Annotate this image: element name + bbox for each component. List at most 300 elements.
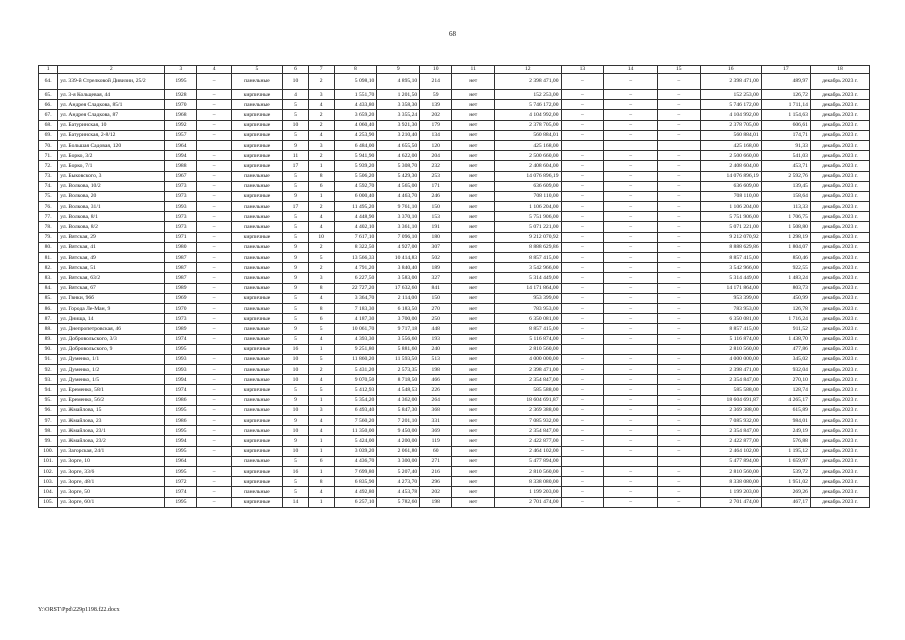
deadline-cell: декабрь 2023 г. bbox=[810, 395, 869, 405]
floors-cell: 10 bbox=[283, 120, 309, 130]
address-cell: ул. Зорге, 10 bbox=[58, 456, 165, 466]
living-area-cell: 6 183,50 bbox=[377, 303, 420, 313]
table-row bbox=[39, 222, 870, 232]
living-area-cell: 4 453,78 bbox=[377, 487, 420, 497]
address-cell: ул. Думенко, 1/2 bbox=[58, 365, 165, 375]
entrances-cell: 10 bbox=[308, 232, 334, 242]
entrances-cell: 1 bbox=[308, 344, 334, 354]
year-built-cell: 1995 bbox=[165, 497, 197, 507]
col-4-cell: – bbox=[197, 487, 231, 497]
total-area-cell: 11 350,00 bbox=[334, 426, 377, 436]
col-13-cell: – bbox=[561, 365, 604, 375]
year-built-cell: 1974 bbox=[165, 385, 197, 395]
row-number-cell: 71. bbox=[39, 151, 58, 161]
table-row bbox=[39, 385, 870, 395]
col-11-cell: нет bbox=[452, 140, 495, 150]
deadline-cell: декабрь 2023 г. bbox=[810, 456, 869, 466]
row-number-cell: 70. bbox=[39, 140, 58, 150]
row-number-cell: 74. bbox=[39, 181, 58, 191]
address-cell: ул. Андрея Сладкова, 87 bbox=[58, 110, 165, 120]
address-cell: ул. Вятская, 63/2 bbox=[58, 273, 165, 283]
col-15-cell: – bbox=[657, 151, 700, 161]
row-number-cell: 87. bbox=[39, 314, 58, 324]
col-14-cell: – bbox=[604, 375, 658, 385]
header-cell: 18 bbox=[810, 66, 869, 74]
cost-per-sqm-cell: 606,61 bbox=[761, 120, 810, 130]
table-row bbox=[39, 171, 870, 181]
residents-cell: 240 bbox=[420, 344, 452, 354]
address-cell: ул. Борко, 7/1 bbox=[58, 161, 165, 171]
floors-cell: 5 bbox=[283, 222, 309, 232]
address-cell: ул. Днища, 14 bbox=[58, 314, 165, 324]
residents-cell: 204 bbox=[420, 151, 452, 161]
col-11-cell: нет bbox=[452, 385, 495, 395]
living-area-cell: 2 114,00 bbox=[377, 293, 420, 303]
col-4-cell bbox=[197, 344, 231, 354]
total-area-cell: 4 592,70 bbox=[334, 181, 377, 191]
residents-cell: 270 bbox=[420, 303, 452, 313]
col-14-cell: – bbox=[604, 110, 658, 120]
cost-cell: 8 888 629,86 bbox=[495, 242, 561, 252]
table-row bbox=[39, 191, 870, 201]
year-built-cell: 1969 bbox=[165, 293, 197, 303]
wall-material-cell: панельные bbox=[231, 171, 282, 181]
col-11-cell: нет bbox=[452, 324, 495, 334]
cost-per-sqm-cell: 269,26 bbox=[761, 487, 810, 497]
floors-cell: 5 bbox=[283, 303, 309, 313]
year-built-cell: 1993 bbox=[165, 202, 197, 212]
cost-per-sqm-cell: 158,64 bbox=[761, 191, 810, 201]
cost-per-sqm-cell: 270,10 bbox=[761, 375, 810, 385]
living-area-cell: 4 273,70 bbox=[377, 477, 420, 487]
col-11-cell: нет bbox=[452, 365, 495, 375]
table-row bbox=[39, 375, 870, 385]
wall-material-cell: кирпичные bbox=[231, 416, 282, 426]
col-14-cell: – bbox=[604, 303, 658, 313]
entrances-cell: 4 bbox=[308, 100, 334, 110]
col-4-cell: – bbox=[197, 436, 231, 446]
row-number-cell: 80. bbox=[39, 242, 58, 252]
table-row bbox=[39, 293, 870, 303]
col-13-cell: – bbox=[561, 324, 604, 334]
cost-cell: 9 212 070,92 bbox=[495, 232, 561, 242]
col-4-cell: – bbox=[197, 171, 231, 181]
col-4-cell: – bbox=[197, 161, 231, 171]
wall-material-cell: кирпичные bbox=[231, 130, 282, 140]
total-area-cell: 3 659,20 bbox=[334, 110, 377, 120]
wall-material-cell: кирпичные bbox=[231, 90, 282, 100]
total-area-cell: 4 393,30 bbox=[334, 334, 377, 344]
col-14-cell: – bbox=[604, 385, 658, 395]
living-area-cell: 3 370,10 bbox=[377, 212, 420, 222]
deadline-cell: декабрь 2023 г. bbox=[810, 171, 869, 181]
living-area-cell: 3 355,24 bbox=[377, 110, 420, 120]
year-built-cell: 1994 bbox=[165, 151, 197, 161]
year-built-cell: 1995 bbox=[165, 426, 197, 436]
col-13-cell: – bbox=[561, 253, 604, 263]
total-cost-cell: 425 168,00 bbox=[700, 140, 761, 150]
cost-cell: 2 354 847,00 bbox=[495, 426, 561, 436]
address-cell: ул. Зорге, 50 bbox=[58, 487, 165, 497]
entrances-cell: 4 bbox=[308, 293, 334, 303]
header-row bbox=[39, 66, 870, 74]
cost-per-sqm-cell: 803,73 bbox=[761, 283, 810, 293]
floors-cell: 9 bbox=[283, 283, 309, 293]
floors-cell: 17 bbox=[283, 202, 309, 212]
header-cell: 14 bbox=[604, 66, 658, 74]
col-13-cell: – bbox=[561, 263, 604, 273]
year-built-cell: 1973 bbox=[165, 314, 197, 324]
residents-cell: 150 bbox=[420, 202, 452, 212]
residents-cell: 202 bbox=[420, 110, 452, 120]
col-14-cell: – bbox=[604, 446, 658, 456]
entrances-cell: 4 bbox=[308, 426, 334, 436]
total-area-cell: 6 493,40 bbox=[334, 405, 377, 415]
living-area-cell: 3 361,10 bbox=[377, 222, 420, 232]
wall-material-cell: панельные bbox=[231, 283, 282, 293]
address-cell: ул. 339-й Стрелковой Дивизии, 25/2 bbox=[58, 74, 165, 90]
col-11-cell: нет bbox=[452, 212, 495, 222]
total-cost-cell: 2 500 660,00 bbox=[700, 151, 761, 161]
total-area-cell: 4 253,90 bbox=[334, 130, 377, 140]
residents-cell: 327 bbox=[420, 273, 452, 283]
col-11-cell: нет bbox=[452, 120, 495, 130]
total-cost-cell: 6 350 081,00 bbox=[700, 314, 761, 324]
address-cell: ул. Вятская, 41 bbox=[58, 242, 165, 252]
wall-material-cell: кирпичные bbox=[231, 385, 282, 395]
col-14-cell: – bbox=[604, 202, 658, 212]
year-built-cell: 1974 bbox=[165, 334, 197, 344]
col-14-cell: – bbox=[604, 120, 658, 130]
row-number-cell: 79. bbox=[39, 232, 58, 242]
row-number-cell: 96. bbox=[39, 405, 58, 415]
table-row bbox=[39, 487, 870, 497]
living-area-cell: 8 718,50 bbox=[377, 375, 420, 385]
col-11-cell: нет bbox=[452, 395, 495, 405]
cost-cell: 5 477 894,00 bbox=[495, 456, 561, 466]
col-13-cell: – bbox=[561, 181, 604, 191]
table-row bbox=[39, 466, 870, 476]
floors-cell: 16 bbox=[283, 344, 309, 354]
col-15-cell: – bbox=[657, 212, 700, 222]
col-14-cell: – bbox=[604, 253, 658, 263]
total-area-cell: 7 699,80 bbox=[334, 466, 377, 476]
entrances-cell: 3 bbox=[308, 140, 334, 150]
residents-cell: 513 bbox=[420, 354, 452, 364]
cost-per-sqm-cell: 450,99 bbox=[761, 293, 810, 303]
total-area-cell: 4 791,20 bbox=[334, 263, 377, 273]
address-cell: ул. Вятская, 29 bbox=[58, 232, 165, 242]
wall-material-cell: панельные bbox=[231, 303, 282, 313]
address-cell: ул. Загорская, 24/1 bbox=[58, 446, 165, 456]
col-14-cell: – bbox=[604, 130, 658, 140]
residents-cell: 226 bbox=[420, 385, 452, 395]
col-4-cell: – bbox=[197, 151, 231, 161]
col-4-cell: – bbox=[197, 232, 231, 242]
total-area-cell: 9 251,80 bbox=[334, 344, 377, 354]
address-cell: ул. Вятская, 51 bbox=[58, 263, 165, 273]
entrances-cell: 1 bbox=[308, 191, 334, 201]
wall-material-cell: кирпичные bbox=[231, 110, 282, 120]
row-number-cell: 73. bbox=[39, 171, 58, 181]
total-area-cell: 5 354,20 bbox=[334, 395, 377, 405]
col-14-cell: – bbox=[604, 283, 658, 293]
wall-material-cell: кирпичные bbox=[231, 151, 282, 161]
entrances-cell: 6 bbox=[308, 456, 334, 466]
total-cost-cell: 5 746 172,00 bbox=[700, 100, 761, 110]
header-cell: 15 bbox=[657, 66, 700, 74]
cost-cell: 2 500 660,00 bbox=[495, 151, 561, 161]
col-11-cell: нет bbox=[452, 487, 495, 497]
year-built-cell: 1964 bbox=[165, 140, 197, 150]
row-number-cell: 75. bbox=[39, 191, 58, 201]
address-cell: ул. Вятская, 67 bbox=[58, 283, 165, 293]
floors-cell: 9 bbox=[283, 253, 309, 263]
deadline-cell: декабрь 2023 г. bbox=[810, 405, 869, 415]
col-13-cell: – bbox=[561, 385, 604, 395]
residents-cell: 331 bbox=[420, 416, 452, 426]
col-15-cell: – bbox=[657, 385, 700, 395]
deadline-cell: декабрь 2023 г. bbox=[810, 130, 869, 140]
total-area-cell: 4 060,40 bbox=[334, 120, 377, 130]
col-11-cell: нет bbox=[452, 405, 495, 415]
deadline-cell: декабрь 2023 г. bbox=[810, 120, 869, 130]
col-13-cell: – bbox=[561, 375, 604, 385]
total-cost-cell: 8 338 080,00 bbox=[700, 477, 761, 487]
floors-cell: 5 bbox=[283, 212, 309, 222]
entrances-cell: 4 bbox=[308, 375, 334, 385]
cost-cell: 560 884,01 bbox=[495, 130, 561, 140]
cost-cell: 2 398 471,00 bbox=[495, 365, 561, 375]
table-row bbox=[39, 140, 870, 150]
total-area-cell: 4 402,10 bbox=[334, 222, 377, 232]
table-row bbox=[39, 90, 870, 100]
deadline-cell: декабрь 2023 г. bbox=[810, 242, 869, 252]
col-4-cell: – bbox=[197, 365, 231, 375]
col-14-cell bbox=[604, 344, 658, 354]
col-14-cell: – bbox=[604, 477, 658, 487]
deadline-cell: декабрь 2023 г. bbox=[810, 477, 869, 487]
table-row bbox=[39, 436, 870, 446]
living-area-cell: 3 300,00 bbox=[377, 456, 420, 466]
wall-material-cell: панельные bbox=[231, 405, 282, 415]
total-cost-cell: 7 085 932,00 bbox=[700, 416, 761, 426]
cost-cell: 585 588,00 bbox=[495, 385, 561, 395]
col-15-cell: – bbox=[657, 365, 700, 375]
total-cost-cell: 2 398 471,00 bbox=[700, 365, 761, 375]
col-15-cell bbox=[657, 456, 700, 466]
col-11-cell: нет bbox=[452, 161, 495, 171]
cost-cell: 8 857 415,00 bbox=[495, 253, 561, 263]
residents-cell: 296 bbox=[420, 477, 452, 487]
col-14-cell bbox=[604, 140, 658, 150]
row-number-cell: 76. bbox=[39, 202, 58, 212]
total-cost-cell: 8 888 629,86 bbox=[700, 242, 761, 252]
col-15-cell: – bbox=[657, 497, 700, 507]
col-15-cell: – bbox=[657, 375, 700, 385]
table-row bbox=[39, 263, 870, 273]
cost-per-sqm-cell: 126,78 bbox=[761, 303, 810, 313]
wall-material-cell: панельные bbox=[231, 375, 282, 385]
year-built-cell: 1995 bbox=[165, 446, 197, 456]
living-area-cell: 1 201,50 bbox=[377, 90, 420, 100]
entrances-cell: 8 bbox=[308, 303, 334, 313]
col-14-cell: – bbox=[604, 354, 658, 364]
floors-cell: 5 bbox=[283, 100, 309, 110]
col-13-cell: – bbox=[561, 477, 604, 487]
cost-per-sqm-cell: 1 706,75 bbox=[761, 212, 810, 222]
wall-material-cell: кирпичные bbox=[231, 161, 282, 171]
floors-cell: 9 bbox=[283, 273, 309, 283]
col-4-cell: – bbox=[197, 283, 231, 293]
col-11-cell: нет bbox=[452, 232, 495, 242]
col-15-cell: – bbox=[657, 90, 700, 100]
year-built-cell: 1992 bbox=[165, 120, 197, 130]
residents-cell: 216 bbox=[420, 466, 452, 476]
residents-cell: 369 bbox=[420, 426, 452, 436]
cost-per-sqm-cell: 1 951,02 bbox=[761, 477, 810, 487]
cost-per-sqm-cell: 1 195,12 bbox=[761, 446, 810, 456]
residents-cell: 153 bbox=[420, 212, 452, 222]
residents-cell: 179 bbox=[420, 120, 452, 130]
entrances-cell: 2 bbox=[308, 242, 334, 252]
address-cell: ул. Зорге, 60/1 bbox=[58, 497, 165, 507]
total-area-cell: 5 939,20 bbox=[334, 161, 377, 171]
total-cost-cell: 9 212 070,92 bbox=[700, 232, 761, 242]
col-4-cell: – bbox=[197, 181, 231, 191]
wall-material-cell: кирпичные bbox=[231, 120, 282, 130]
col-4-cell: – bbox=[197, 212, 231, 222]
residents-cell: 134 bbox=[420, 130, 452, 140]
total-cost-cell: 152 253,00 bbox=[700, 90, 761, 100]
entrances-cell: 5 bbox=[308, 253, 334, 263]
deadline-cell: декабрь 2023 г. bbox=[810, 385, 869, 395]
col-14-cell: – bbox=[604, 334, 658, 344]
col-15-cell bbox=[657, 344, 700, 354]
col-11-cell: нет bbox=[452, 263, 495, 273]
year-built-cell: 1980 bbox=[165, 242, 197, 252]
col-11-cell: нет bbox=[452, 202, 495, 212]
col-14-cell: – bbox=[604, 497, 658, 507]
total-area-cell: 9 070,50 bbox=[334, 375, 377, 385]
deadline-cell: декабрь 2023 г. bbox=[810, 426, 869, 436]
residents-cell: 368 bbox=[420, 405, 452, 415]
row-number-cell: 68. bbox=[39, 120, 58, 130]
total-cost-cell: 2 354 847,00 bbox=[700, 426, 761, 436]
wall-material-cell: панельные bbox=[231, 242, 282, 252]
entrances-cell: 8 bbox=[308, 171, 334, 181]
residents-cell: 841 bbox=[420, 283, 452, 293]
total-cost-cell: 2 408 604,00 bbox=[700, 161, 761, 171]
deadline-cell: декабрь 2023 г. bbox=[810, 334, 869, 344]
floors-cell: 14 bbox=[283, 497, 309, 507]
address-cell: ул. Батуринская, 2-8/12 bbox=[58, 130, 165, 140]
floors-cell: 10 bbox=[283, 426, 309, 436]
cost-per-sqm-cell: 249,19 bbox=[761, 426, 810, 436]
residents-cell: 466 bbox=[420, 375, 452, 385]
col-15-cell: – bbox=[657, 222, 700, 232]
col-11-cell: нет bbox=[452, 456, 495, 466]
col-11-cell: нет bbox=[452, 293, 495, 303]
row-number-cell: 64. bbox=[39, 74, 58, 90]
col-14-cell: – bbox=[604, 314, 658, 324]
table-row bbox=[39, 344, 870, 354]
col-13-cell bbox=[561, 456, 604, 466]
year-built-cell: 1988 bbox=[165, 161, 197, 171]
col-13-cell: – bbox=[561, 426, 604, 436]
header-cell: 8 bbox=[334, 66, 377, 74]
cost-cell: 14 171 864,00 bbox=[495, 283, 561, 293]
col-13-cell: – bbox=[561, 232, 604, 242]
col-4-cell: – bbox=[197, 324, 231, 334]
row-number-cell: 66. bbox=[39, 100, 58, 110]
table-row bbox=[39, 202, 870, 212]
residents-cell: 250 bbox=[420, 314, 452, 324]
residents-cell: 171 bbox=[420, 181, 452, 191]
col-14-cell: – bbox=[604, 405, 658, 415]
entrances-cell: 1 bbox=[308, 466, 334, 476]
wall-material-cell: панельные bbox=[231, 202, 282, 212]
row-number-cell: 81. bbox=[39, 253, 58, 263]
address-cell: ул. Борко, 3/2 bbox=[58, 151, 165, 161]
entrances-cell: 4 bbox=[308, 334, 334, 344]
living-area-cell: 4 463,70 bbox=[377, 191, 420, 201]
col-13-cell: – bbox=[561, 90, 604, 100]
address-cell: ул. Еременко, 58/1 bbox=[58, 385, 165, 395]
col-13-cell: – bbox=[561, 283, 604, 293]
wall-material-cell: кирпичные bbox=[231, 140, 282, 150]
deadline-cell: декабрь 2023 г. bbox=[810, 181, 869, 191]
header-cell: 2 bbox=[58, 66, 165, 74]
deadline-cell: декабрь 2023 г. bbox=[810, 222, 869, 232]
col-14-cell: – bbox=[604, 212, 658, 222]
floors-cell: 5 bbox=[283, 334, 309, 344]
col-4-cell: – bbox=[197, 354, 231, 364]
living-area-cell: 3 840,40 bbox=[377, 263, 420, 273]
year-built-cell: 1989 bbox=[165, 324, 197, 334]
col-4-cell: – bbox=[197, 446, 231, 456]
deadline-cell: декабрь 2023 г. bbox=[810, 466, 869, 476]
row-number-cell: 104. bbox=[39, 487, 58, 497]
floors-cell: 5 bbox=[283, 110, 309, 120]
header-cell: 11 bbox=[452, 66, 495, 74]
col-15-cell: – bbox=[657, 487, 700, 497]
table-row bbox=[39, 477, 870, 487]
total-area-cell: 6 000,40 bbox=[334, 191, 377, 201]
col-15-cell: – bbox=[657, 293, 700, 303]
col-15-cell: – bbox=[657, 466, 700, 476]
col-14-cell: – bbox=[604, 426, 658, 436]
deadline-cell: декабрь 2023 г. bbox=[810, 263, 869, 273]
cost-cell: 708 110,00 bbox=[495, 191, 561, 201]
total-cost-cell: 2 422 877,00 bbox=[700, 436, 761, 446]
cost-cell: 425 168,00 bbox=[495, 140, 561, 150]
total-area-cell: 11 860,20 bbox=[334, 354, 377, 364]
header-cell: 7 bbox=[308, 66, 334, 74]
header-cell: 17 bbox=[761, 66, 810, 74]
col-15-cell: – bbox=[657, 100, 700, 110]
col-15-cell: – bbox=[657, 395, 700, 405]
cost-per-sqm-cell: 1 711,14 bbox=[761, 100, 810, 110]
row-number-cell: 65. bbox=[39, 90, 58, 100]
total-cost-cell: 2 398 471,00 bbox=[700, 74, 761, 90]
total-area-cell: 6 227,50 bbox=[334, 273, 377, 283]
table-row bbox=[39, 303, 870, 313]
table-row bbox=[39, 110, 870, 120]
table-row bbox=[39, 181, 870, 191]
col-15-cell: – bbox=[657, 436, 700, 446]
living-area-cell: 3 556,60 bbox=[377, 334, 420, 344]
